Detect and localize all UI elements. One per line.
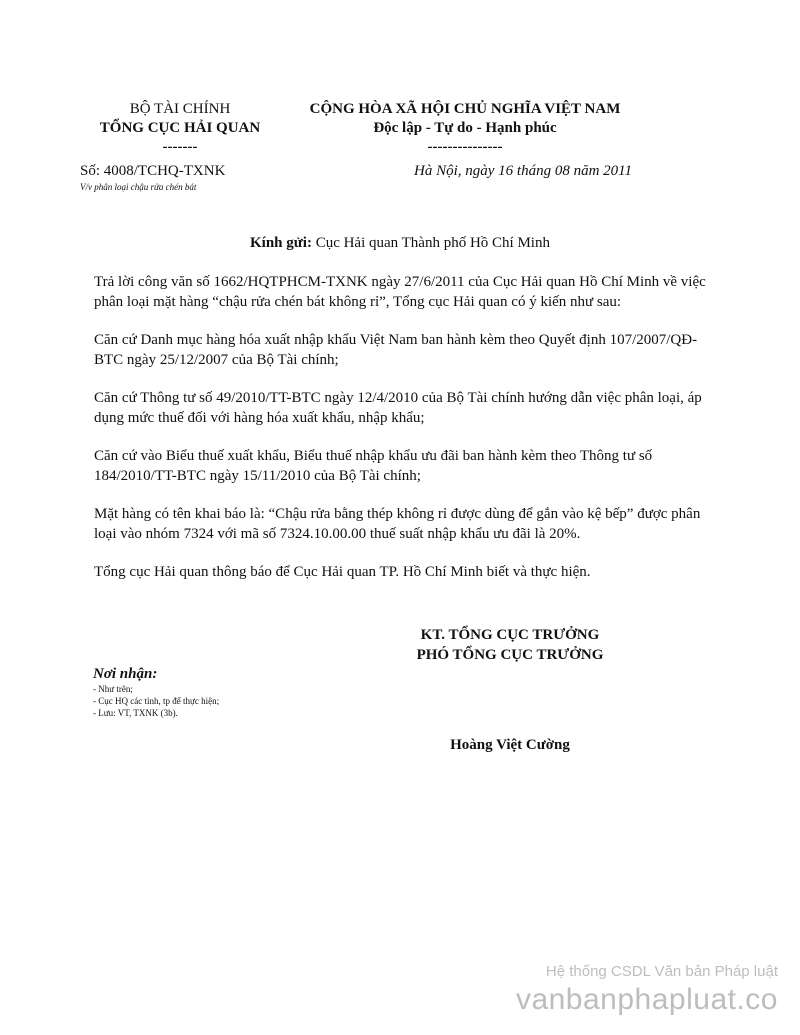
signer-title-1: KT. TỔNG CỤC TRƯỞNG bbox=[420, 627, 600, 643]
recipient-item: - Lưu: VT, TXNK (3b). bbox=[93, 708, 178, 718]
body-paragraph: Căn cứ Danh mục hàng hóa xuất nhập khẩu Việt Nam ban hành kèm theo Quyết định 107/2007/QĐ-BTC ngày 25/12/2007 của Bộ Tài chính; bbox=[94, 332, 698, 368]
issuing-agency bbox=[80, 100, 280, 157]
recipient-line bbox=[0, 235, 800, 252]
watermark bbox=[516, 962, 778, 1018]
motto-separator: --------------- bbox=[427, 139, 503, 155]
recipient-label: Kính gửi: bbox=[250, 235, 312, 251]
body-paragraph: Căn cứ Thông tư số 49/2010/TT-BTC ngày 12/4/2010 của Bộ Tài chính hướng dẫn việc phân loại, áp dụng mức thuế đối với hàng hóa xuất khẩu, nhập khẩu; bbox=[94, 390, 702, 426]
watermark-caption: Hệ thống CSDL Văn bản Pháp luật bbox=[545, 963, 778, 980]
body-paragraph: Căn cứ vào Biểu thuế xuất khẩu, Biểu thuế nhập khẩu ưu đãi ban hành kèm theo Thông tư số 184/2010/TT-BTC ngày 15/11/2010 của Bộ Tài chính; bbox=[94, 448, 653, 484]
recipient-item: - Cục HQ các tỉnh, tp để thực hiện; bbox=[93, 696, 220, 706]
document-date: Hà Nội, ngày 16 tháng 08 năm 2011 bbox=[414, 163, 633, 179]
agency-separator: ------- bbox=[162, 139, 198, 155]
recipient-name: Cục Hải quan Thành phố Hồ Chí Minh bbox=[311, 235, 550, 251]
signer-title-2: PHÓ TỔNG CỤC TRƯỞNG bbox=[416, 647, 604, 663]
recipient-item: - Như trên; bbox=[93, 684, 133, 694]
signer-block bbox=[380, 625, 640, 665]
country-name: CỘNG HÒA XÃ HỘI CHỦ NGHĨA VIỆT NAM bbox=[309, 101, 621, 117]
recipients-title: Nơi nhận: bbox=[93, 666, 158, 682]
recipients-block bbox=[93, 665, 393, 719]
department-name: TỔNG CỤC HẢI QUAN bbox=[99, 120, 261, 136]
body-paragraph: Mặt hàng có tên khai báo là: “Chậu rửa bằng thép không rỉ được dùng để gắn vào kệ bếp” được phân loại vào nhóm 7324 với mã số 7324.10.00.00 thuế suất nhập khẩu ưu đãi là 20%. bbox=[94, 506, 701, 542]
body-paragraph: Trả lời công văn số 1662/HQTPHCM-TXNK ngày 27/6/2011 của Cục Hải quan Hồ Chí Minh về việc phân loại mặt hàng “chậu rửa chén bát không rỉ”, Tổng cục Hải quan có ý kiến như sau: bbox=[94, 274, 706, 310]
signer-name: Hoàng Việt Cường bbox=[450, 737, 570, 753]
national-motto: Độc lập - Tự do - Hạnh phúc bbox=[373, 120, 557, 136]
watermark-site: vanbanphapluat.co bbox=[515, 983, 778, 1016]
document-number: Số: 4008/TCHQ-TXNK bbox=[80, 163, 226, 179]
document-subject: V/v phân loại chậu rửa chén bát bbox=[80, 182, 197, 192]
document-body bbox=[94, 272, 720, 600]
national-header bbox=[290, 100, 640, 157]
body-paragraph: Tổng cục Hải quan thông báo để Cục Hải quan TP. Hồ Chí Minh biết và thực hiện. bbox=[94, 564, 591, 580]
ministry-name: BỘ TÀI CHÍNH bbox=[129, 101, 231, 117]
